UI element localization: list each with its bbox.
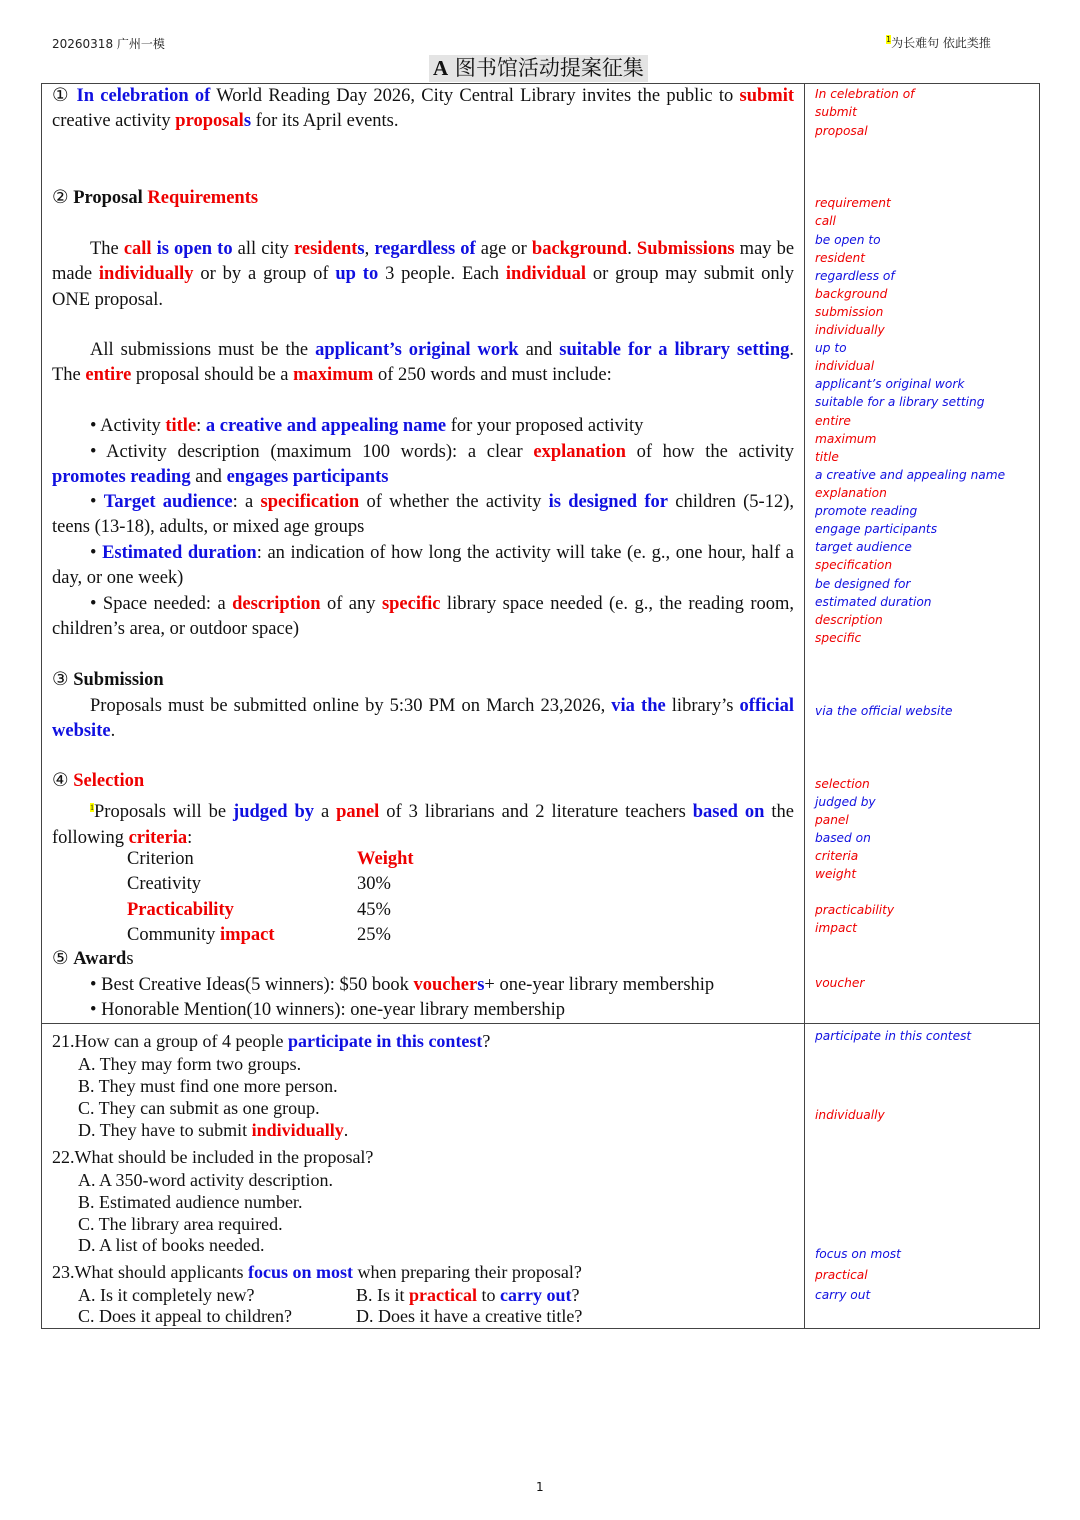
- title-letter: A: [433, 56, 449, 80]
- margin-vocab-note: weight: [815, 867, 857, 881]
- margin-vocab-note: specification: [815, 558, 893, 572]
- text-run: library space needed (e. g., the reading room, children’s area, or outdoor space): [52, 594, 794, 640]
- margin-vocab-note: applicant’s original work: [815, 377, 965, 391]
- margin-vocab-note: requirement: [815, 196, 891, 210]
- margin-vocab-note: specific: [815, 631, 862, 645]
- key-term-red: background: [531, 239, 628, 259]
- text-run: ④: [52, 771, 74, 791]
- text-run: :: [196, 416, 206, 436]
- text-run: 45%: [357, 900, 391, 920]
- text-run: + one-year library membership: [484, 975, 715, 995]
- text-run: ,: [364, 239, 375, 259]
- key-term-red: individually: [98, 264, 194, 285]
- text-run: A. Is it completely new?: [78, 1285, 255, 1305]
- paragraph: [52, 694, 794, 745]
- key-term-red: title: [165, 416, 197, 436]
- text-run: 30%: [357, 874, 391, 894]
- text-run: .: [627, 239, 637, 259]
- key-phrase-blue: applicant’s original work: [315, 340, 519, 360]
- text-run: B. Is it: [356, 1285, 410, 1305]
- criteria-header: [127, 848, 194, 870]
- key-term-red: Selection: [73, 771, 145, 791]
- answer-option: [78, 1075, 338, 1097]
- key-phrase-blue: Estimated duration: [102, 543, 257, 563]
- text-run: ⑤: [52, 949, 74, 969]
- key-term-red: voucher: [413, 975, 478, 995]
- key-phrase-blue: is designed for: [548, 492, 668, 512]
- text-run: of how the activity: [625, 442, 794, 462]
- paragraph: [52, 237, 794, 313]
- key-phrase-blue: regardless of: [374, 239, 476, 259]
- margin-vocab-note: suitable for a library setting: [815, 395, 985, 409]
- text-run: Award: [73, 949, 127, 969]
- margin-vocab-note: a creative and appealing name: [815, 468, 1006, 482]
- answer-option: [78, 1053, 301, 1075]
- margin-vocab-note: voucher: [815, 976, 865, 990]
- margin-vocab-note: promote reading: [815, 504, 918, 518]
- key-term-red: Weight: [357, 849, 414, 869]
- key-phrase-blue: via the: [611, 696, 666, 716]
- text-run: may be made: [52, 239, 795, 285]
- text-run: of 250 words and must include:: [373, 365, 612, 386]
- margin-vocab-note: background: [815, 287, 888, 301]
- key-term-red: proposal: [175, 111, 244, 132]
- criteria-cell: [127, 899, 234, 921]
- text-run: a: [314, 802, 337, 823]
- text-run: B. Estimated audience number.: [78, 1192, 303, 1212]
- text-run: A. They may form two groups.: [78, 1054, 302, 1074]
- key-phrase-blue: engages participants: [226, 467, 389, 488]
- section-heading: [52, 541, 794, 592]
- section-heading: [52, 769, 794, 794]
- text-run: age or: [475, 239, 532, 259]
- margin-vocab-note: panel: [815, 813, 849, 827]
- header-note: 为长难句 依此类推: [891, 36, 991, 50]
- text-run: C. Does it appeal to children?: [78, 1306, 292, 1326]
- key-term-red: individual: [505, 264, 587, 285]
- key-phrase-blue: judged by: [233, 802, 315, 823]
- question-stem: [52, 1146, 373, 1168]
- key-term-red: maximum: [293, 365, 374, 386]
- text-run: D. They have to submit: [78, 1120, 252, 1140]
- text-run: .: [110, 721, 116, 742]
- text-run: .: [343, 1120, 349, 1140]
- section-heading: [52, 998, 794, 1023]
- text-run: • Activity: [90, 416, 166, 436]
- text-run: and: [190, 467, 227, 488]
- text-run: • Honorable Mention(10 winners): one-year library membership: [90, 1000, 566, 1020]
- text-run: D. Does it have a creative title?: [356, 1306, 583, 1326]
- key-term-red: submit: [739, 86, 794, 106]
- text-run: B. They must find one more person.: [78, 1076, 338, 1096]
- text-run: : an indication of how long the activity will take (e. g., one hour, half a day, or one week): [52, 543, 794, 589]
- margin-vocab-note: explanation: [815, 486, 887, 500]
- answer-option: [356, 1305, 582, 1327]
- margin-vocab-note: description: [815, 613, 883, 627]
- text-run: of 3 librarians and 2 literature teachers: [379, 802, 693, 823]
- text-run: :: [187, 827, 193, 848]
- criteria-cell: [357, 873, 391, 895]
- text-run: Submission: [73, 670, 164, 690]
- text-run: D. A list of books needed.: [78, 1235, 265, 1255]
- criteria-cell: [127, 873, 201, 895]
- criteria-header: [357, 848, 414, 870]
- margin-vocab-note: resident: [815, 251, 865, 265]
- key-term-red: practical: [409, 1285, 477, 1305]
- key-phrase-blue: is open to: [156, 239, 233, 259]
- header-left: 20260318 广州一模: [52, 37, 165, 51]
- paragraph: [52, 592, 794, 643]
- answer-option: [356, 1284, 580, 1306]
- margin-vocab-note: via the official website: [815, 704, 953, 718]
- key-term-red: call: [123, 239, 152, 259]
- answer-option: [78, 1097, 320, 1119]
- section-heading: [52, 668, 794, 693]
- margin-vocab-note: criteria: [815, 849, 859, 863]
- key-phrase-blue: a creative and appealing name: [205, 416, 447, 436]
- key-term-red: description: [232, 594, 321, 614]
- text-run: 22.What should be included in the proposal?: [52, 1147, 374, 1167]
- margin-vocab-note: target audience: [815, 540, 912, 554]
- key-phrase-blue: suitable for a library setting: [559, 340, 790, 360]
- text-run: to: [477, 1285, 501, 1305]
- text-run: Creativity: [127, 874, 201, 894]
- page-number: 1: [536, 1480, 544, 1494]
- text-run: when preparing their proposal?: [352, 1262, 582, 1282]
- margin-vocab-note: submission: [815, 305, 884, 319]
- key-phrase-blue: In celebration of: [76, 86, 211, 106]
- key-term-red: Practicability: [127, 900, 234, 920]
- text-run: ?: [482, 1031, 491, 1051]
- margin-vocab-note: practical: [815, 1268, 868, 1282]
- margin-vocab-note: regardless of: [815, 269, 895, 283]
- text-run: • Space needed: a: [90, 594, 233, 614]
- key-term-red: criteria: [128, 827, 188, 848]
- margin-vocab-note: estimated duration: [815, 595, 932, 609]
- margin-vocab-note: judged by: [815, 795, 876, 809]
- text-run: • Activity description (maximum 100 words): a clear: [90, 442, 534, 462]
- text-run: 3 people. Each: [378, 264, 506, 285]
- footnote-mark: 1: [886, 35, 892, 44]
- key-term-red: panel: [336, 802, 380, 823]
- key-phrase-blue: promotes reading: [52, 467, 191, 488]
- text-run: World Reading Day 2026, City Central Library invites the public to: [210, 86, 740, 106]
- paragraph: [52, 84, 794, 135]
- text-run: ①: [52, 86, 77, 106]
- text-run: for its April events.: [251, 111, 399, 132]
- answer-option: [78, 1284, 254, 1306]
- section-heading: [52, 186, 794, 211]
- text-run: all city: [232, 239, 295, 259]
- text-run: : a: [232, 492, 261, 512]
- text-run: . The: [52, 340, 794, 386]
- title-text: 图书馆活动提案征集: [454, 56, 644, 80]
- text-run: of any: [320, 594, 382, 614]
- answer-option: [78, 1213, 283, 1235]
- text-run: and: [518, 340, 560, 360]
- answer-option: [78, 1191, 302, 1213]
- text-run: Proposals must be submitted online by 5:30 PM on March 23,2026,: [90, 696, 612, 716]
- paragraph: [52, 440, 794, 491]
- text-run: •: [90, 543, 103, 563]
- text-run: The: [90, 239, 124, 259]
- criteria-cell: [127, 924, 275, 946]
- text-run: C. The library area required.: [78, 1214, 283, 1234]
- text-run: 21.How can a group of 4 people: [52, 1031, 288, 1051]
- margin-vocab-note: participate in this contest: [815, 1029, 972, 1043]
- text-run: 23.What should applicants: [52, 1262, 248, 1282]
- margin-vocab-note: carry out: [815, 1288, 871, 1302]
- text-run: for your proposed activity: [446, 416, 644, 436]
- key-term-red: specific: [381, 594, 441, 614]
- margin-vocab-note: entire: [815, 414, 851, 428]
- margin-vocab-note: be open to: [815, 233, 881, 247]
- text-run: proposal should be a: [131, 365, 294, 386]
- text-run: or by a group of: [193, 264, 336, 285]
- key-term-red: explanation: [533, 442, 626, 462]
- text-run: ③: [52, 670, 74, 690]
- question-stem: [52, 1030, 490, 1052]
- text-run: ?: [571, 1285, 580, 1305]
- paragraph: [52, 414, 794, 439]
- key-term-red: Requirements: [147, 188, 259, 208]
- text-run: ②: [52, 188, 74, 208]
- paragraph: [52, 338, 794, 389]
- margin-vocab-note: be designed for: [815, 577, 911, 591]
- paragraph: [52, 795, 794, 851]
- margin-vocab-note: maximum: [815, 432, 877, 446]
- text-run: of whether the activity: [359, 492, 549, 512]
- margin-vocab-note: based on: [815, 831, 871, 845]
- answer-option: [78, 1305, 292, 1327]
- text-run: or group may submit only ONE proposal.: [52, 264, 794, 310]
- answer-option: [78, 1234, 265, 1256]
- margin-vocab-note: submit: [815, 105, 857, 119]
- text-run: A. A 350-word activity description.: [78, 1170, 333, 1190]
- criteria-cell: [357, 924, 391, 946]
- text-run: library’s: [665, 696, 740, 716]
- text-run: • Best Creative Ideas(5 winners): $50 book: [90, 975, 414, 995]
- margin-vocab-note: individual: [815, 359, 875, 373]
- text-run: children (5-12), teens (13-18), adults, or mixed age groups: [52, 492, 794, 538]
- text-run: •: [90, 492, 104, 512]
- header-right: [886, 34, 991, 51]
- key-phrase-blue: carry out: [500, 1285, 572, 1305]
- answer-option: [78, 1169, 333, 1191]
- margin-vocab-note: selection: [815, 777, 870, 791]
- key-phrase-blue: Target audience: [103, 492, 233, 512]
- answer-option: [78, 1119, 348, 1141]
- margin-vocab-note: impact: [815, 921, 857, 935]
- margin-vocab-note: individually: [815, 1108, 885, 1122]
- key-phrase-blue: based on: [692, 802, 765, 823]
- text-run: Community: [127, 925, 221, 945]
- key-phrase-blue: official website: [52, 696, 794, 742]
- text-run: All submissions must be the: [90, 340, 316, 360]
- key-term-red: Submissions: [636, 239, 735, 259]
- page-title: [429, 55, 648, 82]
- margin-vocab-note: proposal: [815, 124, 868, 138]
- key-term-red: individually: [251, 1120, 344, 1140]
- margin-vocab-note: engage participants: [815, 522, 938, 536]
- margin-vocab-note: In celebration of: [815, 87, 915, 101]
- text-run: Proposals will be: [94, 802, 234, 823]
- text-run: Criterion: [127, 849, 194, 869]
- key-phrase-blue: focus on most: [247, 1262, 353, 1282]
- text-run: 25%: [357, 925, 391, 945]
- key-phrase-blue: up to: [335, 264, 379, 285]
- margin-vocab-note: practicability: [815, 903, 895, 917]
- key-term-red: specification: [260, 492, 360, 512]
- text-run: the following: [52, 802, 794, 848]
- key-term-red: resident: [294, 239, 358, 259]
- column-divider: [804, 83, 805, 1328]
- key-phrase-blue: s: [477, 975, 485, 995]
- margin-vocab-note: focus on most: [815, 1247, 901, 1261]
- key-phrase-blue: s: [357, 239, 365, 259]
- key-phrase-blue: participate in this contest: [287, 1031, 483, 1051]
- key-phrase-blue: s: [243, 111, 252, 132]
- margin-vocab-note: individually: [815, 323, 885, 337]
- paragraph: [52, 973, 794, 998]
- text-run: C. They can submit as one group.: [78, 1098, 320, 1118]
- margin-vocab-note: call: [815, 214, 836, 228]
- section-heading: [52, 947, 794, 972]
- text-run: creative activity: [52, 111, 176, 132]
- text-run: Proposal: [73, 188, 148, 208]
- question-stem: [52, 1261, 582, 1283]
- margin-vocab-note: up to: [815, 341, 847, 355]
- footnote-mark: 1: [90, 803, 94, 812]
- text-run: s: [126, 949, 134, 969]
- paragraph: [52, 490, 794, 541]
- margin-vocab-note: title: [815, 450, 839, 464]
- criteria-cell: [357, 899, 391, 921]
- key-term-red: entire: [85, 365, 132, 386]
- key-term-red: impact: [220, 925, 275, 945]
